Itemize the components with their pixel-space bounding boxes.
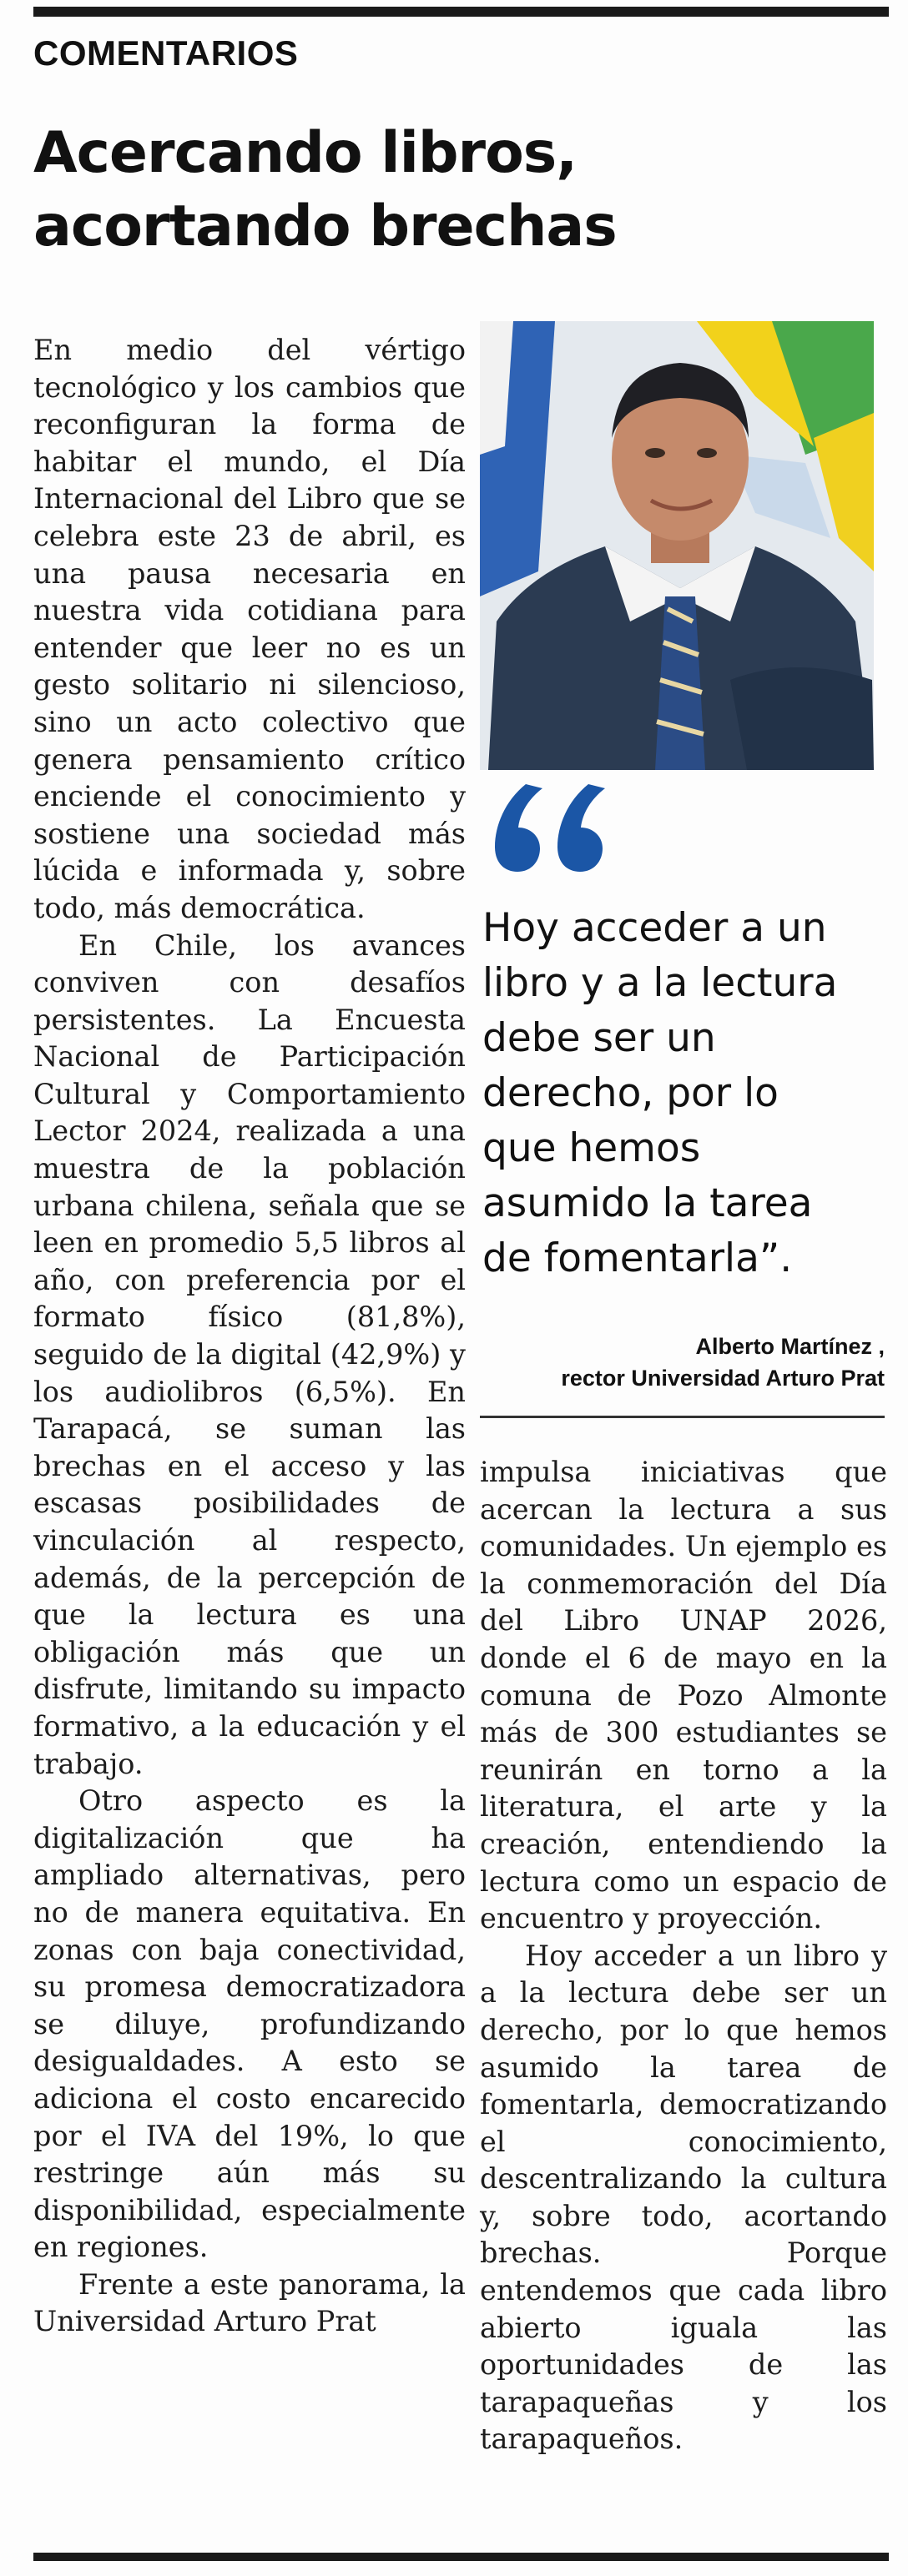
body-paragraph-5: Hoy acceder a un libro y a la lectura debe ser un derecho, por lo que hemos asumido la tarea de fomentarla, democratizando el conocimiento, descentralizando la cultura y, sobre todo, acortando brechas. Porque entendemos que cada libro abierto iguala las oportunidades de las tarapaqueñas y los tarapaqueños. <box>480 1939 887 2456</box>
body-paragraph-4: Frente a este panorama, la Universidad Arturo Prat <box>33 2267 466 2338</box>
bottom-rule <box>33 2553 889 2561</box>
author-role: rector Universidad Arturo Prat <box>561 1366 885 1391</box>
body-paragraph-3: Otro aspecto es la digitalización que ha ampliado alternativas, pero no de manera equitativa. En zonas con baja conectividad, su promesa democratizadora se diluye, profundizando desigualdades. A esto se adiciona el costo encarecido por el IVA del 19%, lo que restringe aún más su disponibilidad, especialmente en regiones. <box>33 1784 466 2264</box>
section-label: COMENTARIOS <box>33 33 299 73</box>
quote-attribution <box>467 1331 885 1394</box>
body-paragraph-1: En medio del vértigo tecnológico y los cambios que reconfiguran la forma de habitar el mundo, el Día Internacional del Libro que se celebra este 23 de abril, es una pausa necesaria en nuestra vida cotidiana para entender que leer no es un gesto solitario ni silencioso, sino un acto colectivo que genera pensamiento crítico enciende el conocimiento y sostiene una sociedad más lúcida e informada y, sobre todo, más democrática. <box>33 334 466 924</box>
quote-mark-icon <box>488 767 613 876</box>
headline <box>33 117 893 264</box>
pull-quote-line: de fomentarla”. <box>482 1235 793 1281</box>
headline-line-1: Acercando libros, <box>33 120 578 186</box>
author-name: Alberto Martínez , <box>695 1334 885 1359</box>
body-paragraph-2: En Chile, los avances conviven con desafíos persistentes. La Encuesta Nacional de Participación Cultural y Comportamiento Lector 2024, realizada a una muestra de la población urbana chilena, señala que se leen en promedio 5,5 libros al año, con preferencia por el formato físico (81,8%), seguido de la digital (42,9%) y los audiolibros (6,5%). En Tarapacá, se suman las brechas en el acceso y las escasas posibilidades de vinculación al respecto, además, de la percepción de que la lectura es una obligación más que un disfrute, limitando su impacto formativo, a la educación y el trabajo. <box>33 928 466 1780</box>
pull-quote-line: derecho, por lo <box>482 1070 779 1116</box>
pull-quote-line: que hemos <box>482 1125 701 1171</box>
pull-quote-line: asumido la tarea <box>482 1180 813 1226</box>
article-column-right <box>480 1454 887 2458</box>
author-photo <box>480 321 874 770</box>
body-paragraph-4-continued: impulsa iniciativas que acercan la lectura a sus comunidades. Un ejemplo es la conmemoración del Día del Libro UNAP 2026, donde el 6 de mayo en la comuna de Pozo Almonte más de 300 estudiantes se reunirán en torno a la literatura, el arte y la creación, entendiendo la lectura como un espacio de encuentro y proyección. <box>480 1456 887 1935</box>
top-rule <box>33 7 889 17</box>
article-column-left <box>33 332 466 2341</box>
quote-divider <box>480 1416 885 1418</box>
pull-quote-line: debe ser un <box>482 1015 716 1061</box>
portrait-illustration <box>480 321 874 770</box>
headline-line-2: acortando brechas <box>33 194 617 259</box>
pull-quote-line: Hoy acceder a un <box>482 905 827 951</box>
pull-quote-line: libro y a la lectura <box>482 960 838 1006</box>
pull-quote <box>482 901 875 1286</box>
